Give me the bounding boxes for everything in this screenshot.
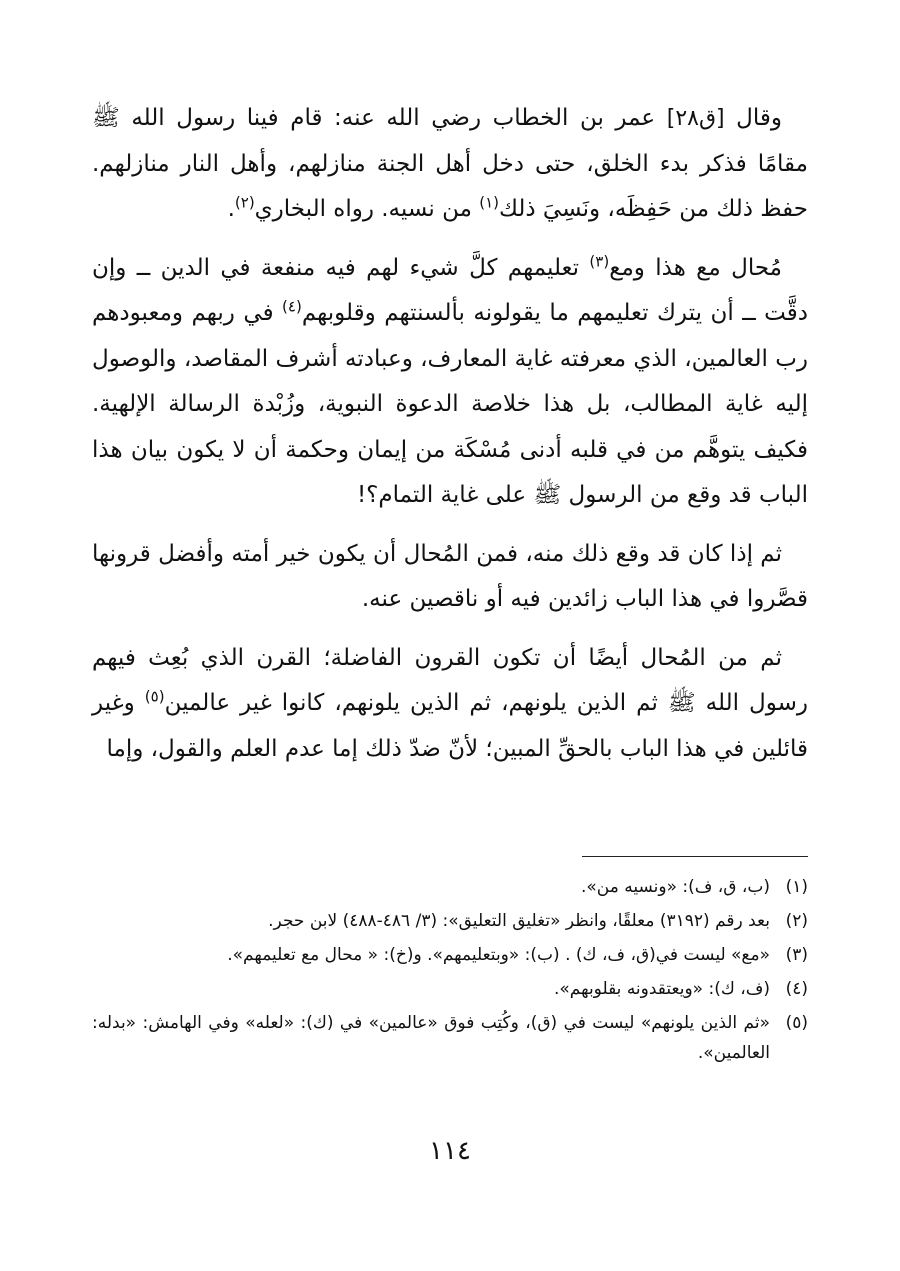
footnote-text: (ف، ك): «ويعتقدونه بقلوبهم». (553, 979, 770, 999)
footnote-marker-5: (٥) (144, 687, 165, 706)
page-number: ١١٤ (429, 1136, 471, 1166)
footnote-number: (١) (785, 877, 808, 897)
footnote-text: بعد رقم (٣١٩٢) معلقًا، وانظر «تغليق التعليق»: (٣/ ٤٨٦-٤٨٨) لابن حجر. (268, 911, 770, 931)
paragraph-1-end: . (227, 196, 235, 222)
paragraph-3-text: ثم إذا كان قد وقع ذلك منه، فمن المُحال أن يكون خير أمته وأفضل قرونها قصَّروا في هذا الباب زائدين فيه أو ناقصين عنه. (92, 540, 808, 612)
paragraph-1-text: عمر بن الخطاب رضي الله عنه: قام فينا رسول الله ﷺ مقامًا فذكر بدء الخلق، حتى دخل أهل الجنة منازلهم، وأهل النار منازلهم. حفظ ذلك من حَفِظَه، ونَسِيَ ذلك (92, 105, 808, 222)
footnote-separator (582, 856, 808, 857)
paragraph-3 (92, 532, 808, 623)
paragraph-1 (92, 96, 808, 233)
footnote-item (92, 940, 808, 970)
footnote-text: «ثم الذين يلونهم» ليست في (ق)، وكُتِب فوق «عالمين» في (ك): «لعله» وفي الهامش: «بدله: العالمين». (92, 1013, 770, 1063)
footnote-text: (ب، ق، ف): «ونسيه من». (580, 877, 770, 897)
paragraph-2 (92, 246, 808, 519)
paragraph-1-text-cont: من نسيه. رواه البخاري (254, 196, 480, 222)
paragraph-4-text-cont: وغير قائلين في هذا الباب بالحقِّ المبين؛ لأنّ ضدّ ذلك إما عدم العلم والقول، وإما (92, 690, 808, 762)
footnote-number: (٣) (785, 945, 808, 965)
footnote-marker-1: (١) (479, 193, 499, 212)
paragraph-2-text: مُحال مع هذا ومع (609, 254, 782, 281)
paragraph-4-text: ثم من المُحال أيضًا أن تكون القرون الفاضلة؛ القرن الذي بُعِث فيهم رسول الله ﷺ ثم الذين يلونهم، ثم الذين يلونهم، كانوا غير عالمين (92, 644, 809, 716)
paragraph-2-text-end: في ربهم ومعبودهم رب العالمين، الذي معرفته غاية المعارف، وعبادته أشرف المقاصد، والوصول إليه غاية المطالب، بل هذا خلاصة الدعوة النبوية، وزُبْدة الرسالة الإلهية. فكيف يتوهَّم من في قلبه أدنى مُسْكَة من إيمان وحكمة أن لا يكون بيان هذا الباب قد وقع من الرسول ﷺ على غاية التمام؟! (92, 300, 808, 508)
footnote-item (92, 1008, 808, 1068)
footnote-number: (٢) (785, 911, 808, 931)
footnote-number: (٥) (785, 1013, 808, 1033)
footnotes (92, 872, 808, 1072)
manuscript-ref-marker: [ق٢٨] (666, 106, 725, 131)
footnote-marker-4: (٤) (282, 297, 302, 316)
footnote-item (92, 974, 808, 1004)
footnote-text: «مع» ليست في(ق، ف، ك) . (ب): «وبتعليمهم». و(خ): « محال مع تعليمهم». (227, 945, 770, 965)
paragraph-1-lead: وقال (724, 105, 782, 131)
footnote-item (92, 872, 808, 902)
footnote-marker-2: (٢) (234, 193, 255, 212)
footnote-marker-3: (٣) (589, 251, 610, 270)
main-text (92, 96, 808, 772)
footnote-number: (٤) (785, 979, 808, 999)
footnote-item (92, 906, 808, 936)
paragraph-4 (92, 636, 808, 773)
paragraph-2-text-cont: تعليمهم كلَّ شيء لهم فيه منفعة في الدين ــ وإن دقَّت ــ أن يترك تعليمهم ما يقولونه بألسنتهم وقلوبهم (92, 254, 808, 326)
